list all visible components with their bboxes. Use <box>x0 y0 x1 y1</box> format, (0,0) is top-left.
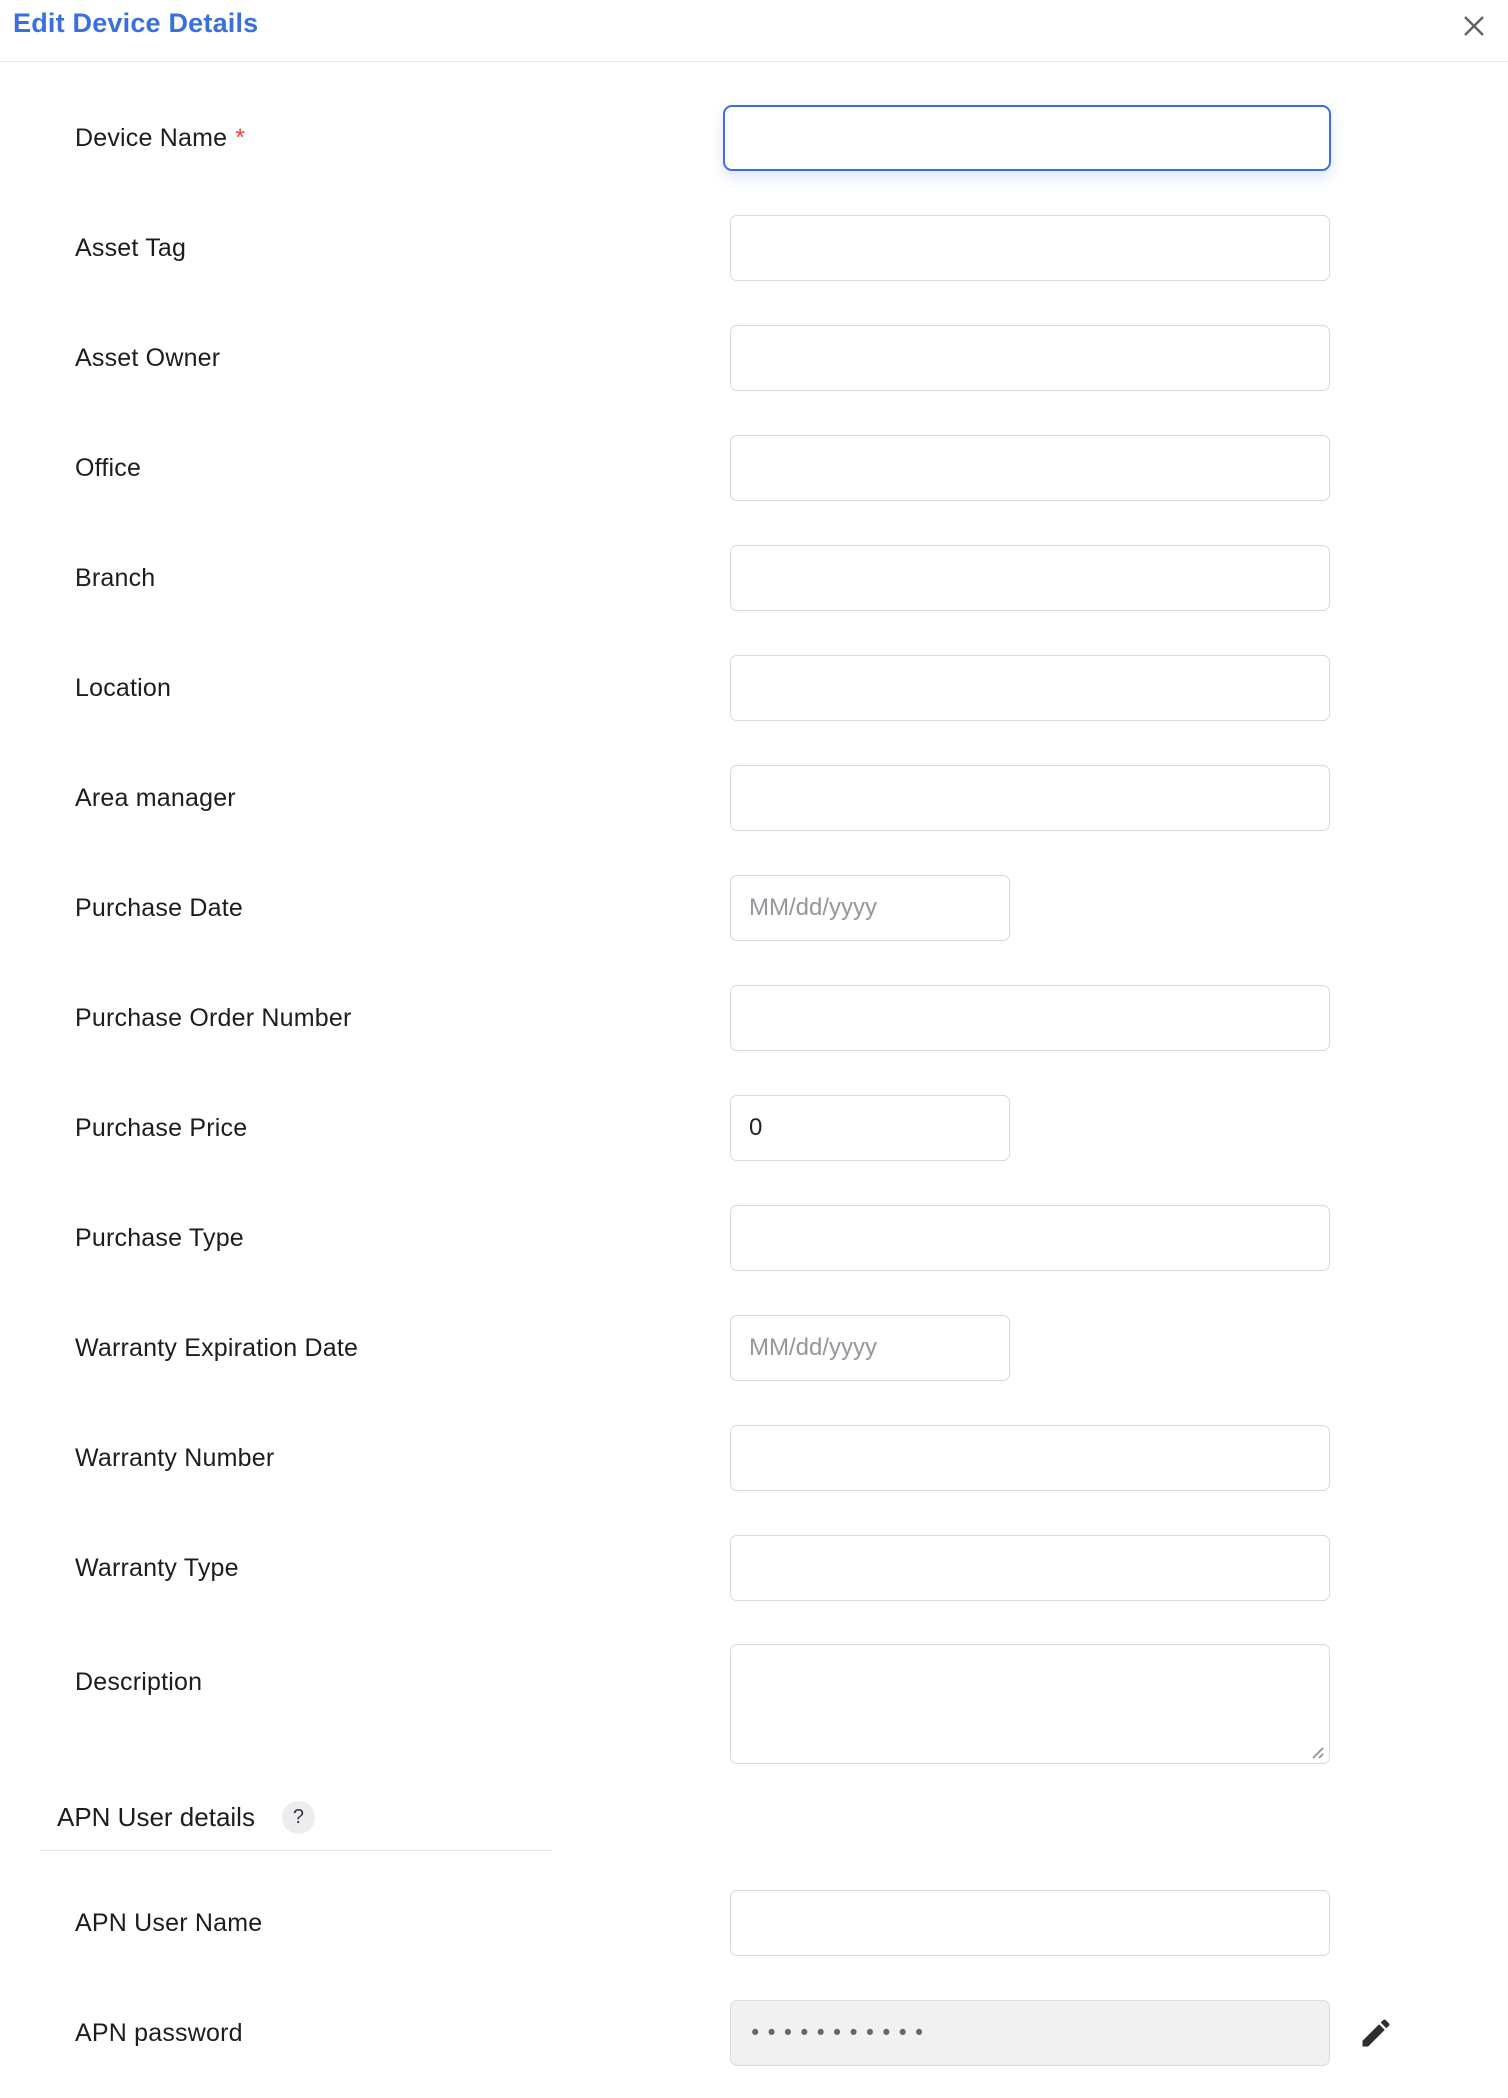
purchase-type-label: Purchase Type <box>75 1223 244 1252</box>
office-label: Office <box>75 453 142 482</box>
input-cell <box>730 1095 1508 1161</box>
label-cell <box>0 1444 730 1473</box>
warranty-number-label: Warranty Number <box>75 1443 275 1472</box>
input-cell <box>730 1890 1508 1956</box>
form-row-description <box>0 1623 1508 1793</box>
label-cell <box>0 234 730 263</box>
asset-owner-input[interactable] <box>730 325 1330 391</box>
form-row-office <box>0 413 1508 523</box>
label-cell <box>0 1224 730 1253</box>
form-row-apn-password <box>0 1978 1508 2088</box>
warranty-type-label: Warranty Type <box>75 1553 239 1582</box>
help-icon[interactable]: ? <box>282 1801 315 1834</box>
textarea-wrap <box>730 1644 1330 1769</box>
apn-user-name-label: APN User Name <box>75 1908 263 1937</box>
warranty-expiration-date-input[interactable] <box>730 1315 1010 1381</box>
warranty-number-input[interactable] <box>730 1425 1330 1491</box>
input-cell <box>730 105 1508 171</box>
form-row-branch <box>0 523 1508 633</box>
label-cell <box>0 1004 730 1033</box>
form-row-location <box>0 633 1508 743</box>
description-textarea[interactable] <box>730 1644 1330 1764</box>
label-cell <box>0 784 730 813</box>
input-cell <box>730 545 1508 611</box>
label-cell <box>0 344 730 373</box>
apn-password-input[interactable] <box>730 2000 1330 2066</box>
input-cell <box>730 215 1508 281</box>
label-cell <box>0 1114 730 1143</box>
edit-password-button[interactable] <box>1354 2011 1398 2055</box>
input-cell <box>730 985 1508 1051</box>
form-row-purchase-order-number <box>0 963 1508 1073</box>
dialog-header <box>0 0 1508 62</box>
label-cell <box>0 2019 730 2048</box>
purchase-price-label: Purchase Price <box>75 1113 248 1142</box>
close-icon <box>1461 13 1487 39</box>
input-cell <box>730 435 1508 501</box>
form-row-warranty-type <box>0 1513 1508 1623</box>
form-row-warranty-expiration-date <box>0 1293 1508 1403</box>
device-name-label: Device Name <box>75 123 228 152</box>
input-cell <box>730 325 1508 391</box>
label-cell <box>0 894 730 923</box>
form-row-apn-user-name <box>0 1868 1508 1978</box>
label-cell <box>0 124 730 153</box>
apn-password-label: APN password <box>75 2018 243 2047</box>
form-row-area-manager <box>0 743 1508 853</box>
warranty-expiration-date-label: Warranty Expiration Date <box>75 1333 359 1362</box>
branch-label: Branch <box>75 563 156 592</box>
form-row-purchase-price <box>0 1073 1508 1183</box>
area-manager-label: Area manager <box>75 783 236 812</box>
label-cell <box>0 564 730 593</box>
purchase-date-input[interactable] <box>730 875 1010 941</box>
label-cell <box>0 1909 730 1938</box>
apn-user-details-form <box>0 1851 1508 2088</box>
input-cell <box>730 1644 1508 1769</box>
input-cell <box>730 1425 1508 1491</box>
form-row-asset-owner <box>0 303 1508 413</box>
label-cell <box>0 1554 730 1583</box>
apn-section-header <box>40 1801 553 1851</box>
device-name-input[interactable] <box>723 105 1331 171</box>
location-input[interactable] <box>730 655 1330 721</box>
label-cell <box>0 1334 730 1363</box>
purchase-order-number-input[interactable] <box>730 985 1330 1051</box>
device-details-form <box>0 62 1508 1793</box>
label-cell <box>0 1644 730 1697</box>
input-cell <box>730 1535 1508 1601</box>
input-cell <box>730 1315 1508 1381</box>
apn-user-name-input[interactable] <box>730 1890 1330 1956</box>
form-row-warranty-number <box>0 1403 1508 1513</box>
office-input[interactable] <box>730 435 1330 501</box>
form-row-device-name <box>0 83 1508 193</box>
input-cell <box>730 875 1508 941</box>
form-row-purchase-date <box>0 853 1508 963</box>
label-cell <box>0 454 730 483</box>
pencil-icon <box>1358 2015 1394 2051</box>
input-cell <box>730 1205 1508 1271</box>
asset-owner-label: Asset Owner <box>75 343 221 372</box>
purchase-date-label: Purchase Date <box>75 893 243 922</box>
purchase-price-input[interactable] <box>730 1095 1010 1161</box>
branch-input[interactable] <box>730 545 1330 611</box>
description-label: Description <box>75 1668 203 1696</box>
page-title: Edit Device Details <box>13 8 259 38</box>
required-asterisk: * <box>235 123 245 152</box>
apn-section-title: APN User details <box>57 1802 255 1832</box>
input-cell <box>730 655 1508 721</box>
area-manager-input[interactable] <box>730 765 1330 831</box>
purchase-order-number-label: Purchase Order Number <box>75 1003 352 1032</box>
location-label: Location <box>75 673 172 702</box>
asset-tag-input[interactable] <box>730 215 1330 281</box>
input-cell <box>730 2000 1508 2066</box>
form-row-purchase-type <box>0 1183 1508 1293</box>
label-cell <box>0 674 730 703</box>
input-cell <box>730 765 1508 831</box>
purchase-type-input[interactable] <box>730 1205 1330 1271</box>
warranty-type-input[interactable] <box>730 1535 1330 1601</box>
close-button[interactable] <box>1456 8 1492 44</box>
form-row-asset-tag <box>0 193 1508 303</box>
asset-tag-label: Asset Tag <box>75 233 187 262</box>
